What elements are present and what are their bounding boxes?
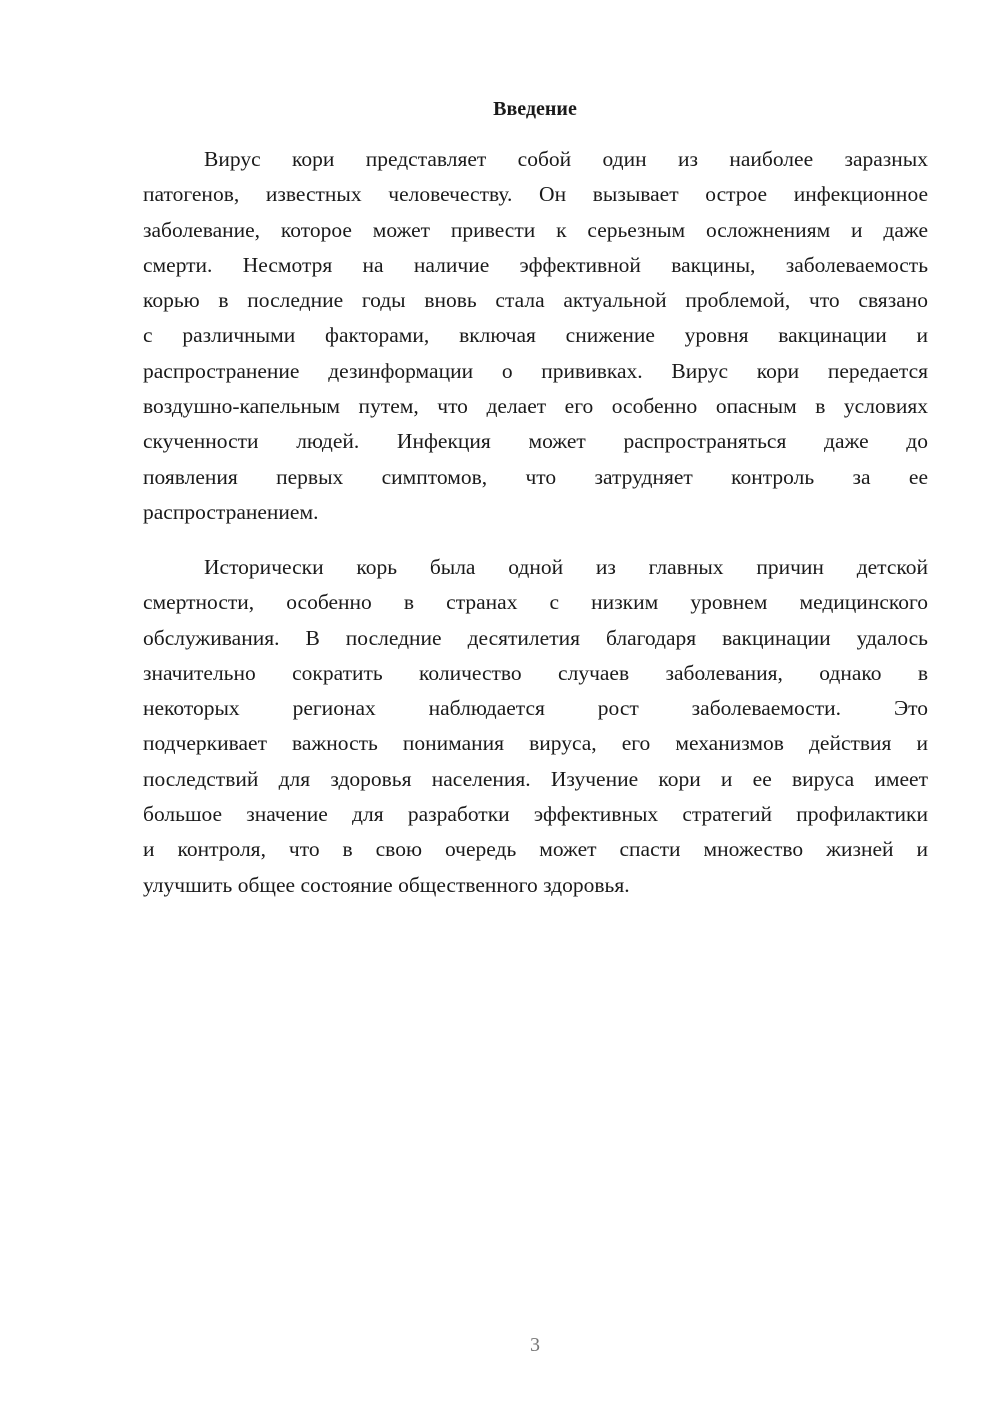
text-line: обслуживания. В последние десятилетия благодаря вакцинации удалось (143, 625, 928, 650)
text-line: некоторых регионах наблюдается рост заболеваемости. Это (143, 696, 928, 721)
paragraph-2 (143, 550, 928, 903)
text-line: корью в последние годы вновь стала актуальной проблемой, что связано (143, 288, 928, 313)
text-line: скученности людей. Инфекция может распространяться даже до (143, 429, 928, 454)
text-line: значительно сократить количество случаев заболевания, однако в (143, 660, 928, 685)
text-line: Вирус кори представляет собой один из наиболее заразных (204, 147, 928, 171)
text-line: распространением. (143, 499, 319, 524)
text-line: подчеркивает важность понимания вируса, его механизмов действия и (143, 731, 928, 756)
text-line: большое значение для разработки эффективных стратегий профилактики (143, 802, 928, 827)
text-line: заболевание, которое может привести к серьезным осложнениям и даже (143, 217, 928, 242)
text-line: и контроля, что в свою очередь может спасти множество жизней и (143, 837, 928, 862)
text-line: смертности, особенно в странах с низким уровнем медицинского (143, 590, 928, 615)
page-number: 3 (530, 1334, 540, 1356)
paragraph-1 (143, 142, 928, 530)
text-line: Исторически корь была одной из главных причин детской (204, 555, 928, 579)
text-line: распространение дезинформации о прививках. Вирус кори передается (143, 358, 928, 383)
section-title: Введение (493, 98, 577, 120)
text-line: с различными факторами, включая снижение уровня вакцинации и (143, 323, 928, 348)
text-line: появления первых симптомов, что затрудняет контроль за ее (143, 464, 928, 489)
text-line: улучшить общее состояние общественного здоровья. (143, 872, 630, 897)
text-line: патогенов, известных человечеству. Он вызывает острое инфекционное (143, 182, 928, 207)
text-line: последствий для здоровья населения. Изучение кори и ее вируса имеет (143, 766, 928, 791)
text-line: смерти. Несмотря на наличие эффективной вакцины, заболеваемость (143, 252, 928, 277)
text-line: воздушно-капельным путем, что делает его особенно опасным в условиях (143, 394, 928, 419)
